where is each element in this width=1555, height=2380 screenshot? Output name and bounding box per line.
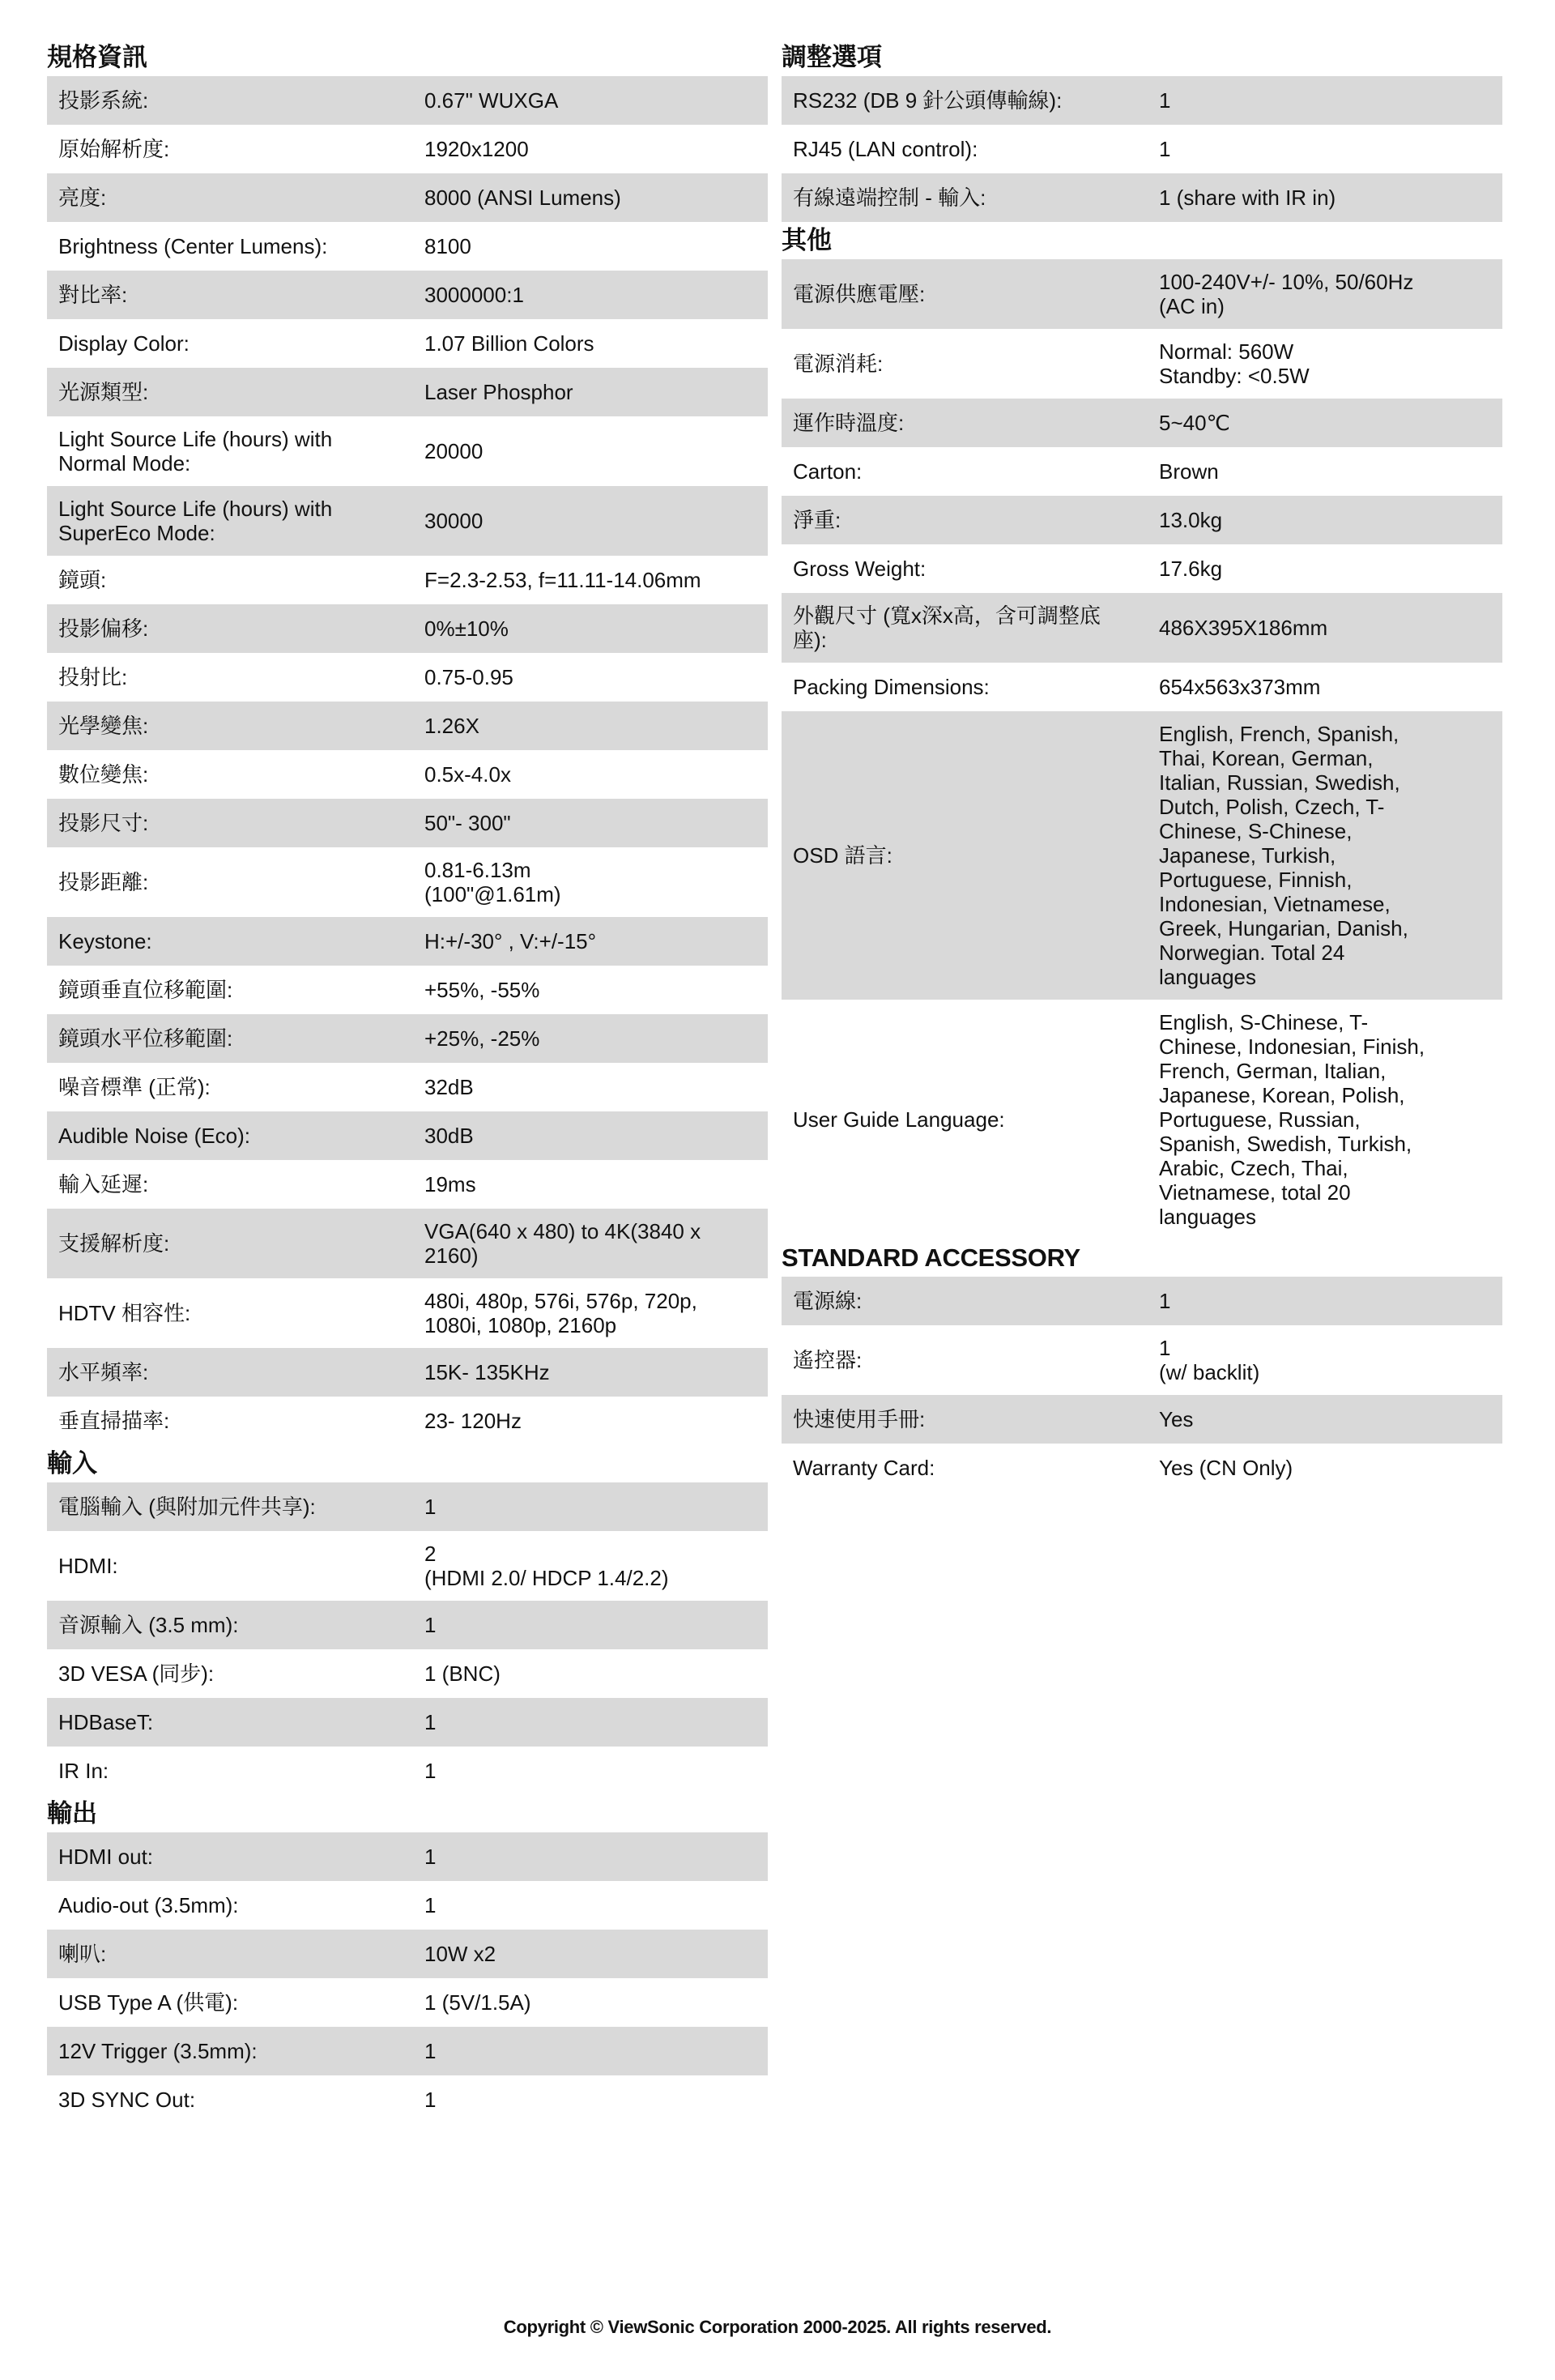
spec-row <box>47 1978 768 2027</box>
spec-row <box>47 556 768 604</box>
spec-value: 50"- 300" <box>424 811 511 835</box>
spec-row <box>782 1444 1502 1492</box>
spec-row <box>47 1209 768 1278</box>
spec-row <box>47 1747 768 1795</box>
spec-value: 1 (BNC) <box>424 1661 501 1686</box>
spec-label: Audio-out (3.5mm): <box>58 1893 239 1917</box>
spec-label: Light Source Life (hours) with Normal Mode: <box>58 427 333 476</box>
spec-value: 1 <box>1159 1289 1171 1313</box>
spec-row <box>782 399 1502 447</box>
spec-label: 快速使用手冊: <box>793 1407 926 1431</box>
spec-value: 100-240V+/- 10%, 50/60Hz (AC in) <box>1159 270 1414 318</box>
spec-value: 0.81-6.13m (100"@1.61m) <box>424 858 561 906</box>
spec-label: Carton: <box>793 459 863 484</box>
spec-value: 32dB <box>424 1075 474 1099</box>
spec-value: 654x563x373mm <box>1159 675 1321 699</box>
spec-row <box>47 173 768 222</box>
spec-row <box>47 1698 768 1747</box>
spec-label: 光源類型: <box>58 380 149 404</box>
spec-value: 0.75-0.95 <box>424 665 513 689</box>
spec-value: 480i, 480p, 576i, 576p, 720p, 1080i, 1080p, 2160p <box>424 1289 697 1337</box>
spec-value: 1 (share with IR in) <box>1159 186 1336 210</box>
spec-row <box>782 496 1502 544</box>
spec-row <box>782 1395 1502 1444</box>
spec-label: Gross Weight: <box>793 557 927 581</box>
spec-row <box>47 368 768 416</box>
spec-label: HDTV 相容性: <box>58 1301 191 1325</box>
spec-label: 電源線: <box>793 1289 863 1313</box>
spec-label: 運作時溫度: <box>793 411 905 435</box>
spec-label: 投射比: <box>58 665 128 689</box>
spec-label: Light Source Life (hours) with SuperEco Mode: <box>58 497 333 545</box>
spec-value: English, French, Spanish, Thai, Korean, German, Italian, Russian, Swedish, Dutch, Polish, Czech, T- Chinese, S-Chinese, Japanese, Turkish, Portuguese, Finnish, Indonesian, Vietnamese, Greek, Hungarian, Danish, Norwegian. Total 24 languages <box>1159 722 1408 989</box>
spec-label: 亮度: <box>58 186 107 210</box>
spec-label: RJ45 (LAN control): <box>793 137 978 161</box>
spec-row <box>47 917 768 966</box>
spec-value: 1.07 Billion Colors <box>424 331 594 356</box>
spec-label: 音源輸入 (3.5 mm): <box>58 1613 239 1637</box>
spec-value: 1 <box>424 2088 437 2112</box>
spec-row <box>782 663 1502 711</box>
spec-value: 3000000:1 <box>424 283 524 307</box>
spec-value: 30dB <box>424 1124 474 1148</box>
spec-label: Keystone: <box>58 929 152 953</box>
spec-row <box>47 1014 768 1063</box>
spec-value: 1 <box>424 1495 437 1519</box>
spec-value: Yes <box>1159 1407 1194 1431</box>
spec-label: 12V Trigger (3.5mm): <box>58 2039 258 2063</box>
spec-value: F=2.3-2.53, f=11.11-14.06mm <box>424 568 701 592</box>
spec-row <box>47 76 768 125</box>
spec-label: 淨重: <box>793 508 841 532</box>
spec-row <box>47 750 768 799</box>
spec-value: 1 <box>1159 137 1171 161</box>
spec-label: 原始解析度: <box>58 137 170 161</box>
spec-row <box>47 1531 768 1601</box>
spec-label: 3D VESA (同步): <box>58 1661 215 1686</box>
spec-value: 13.0kg <box>1159 508 1223 532</box>
spec-row <box>47 1063 768 1111</box>
section-title: 輸入 <box>47 1449 97 1478</box>
spec-row <box>47 222 768 271</box>
spec-label: 3D SYNC Out: <box>58 2088 196 2112</box>
spec-row <box>47 1832 768 1881</box>
spec-label: OSD 語言: <box>793 843 893 868</box>
left-column <box>47 39 768 2124</box>
spec-label: 投影距離: <box>58 870 149 894</box>
spec-label: 喇叭: <box>58 1942 107 1966</box>
spec-row <box>47 653 768 702</box>
spec-label: 遙控器: <box>793 1348 863 1372</box>
spec-value: Normal: 560W Standby: <0.5W <box>1159 339 1310 388</box>
spec-row <box>782 76 1502 125</box>
spec-value: 8000 (ANSI Lumens) <box>424 186 621 210</box>
spec-row <box>47 799 768 847</box>
section-title: STANDARD ACCESSORY <box>782 1243 1080 1272</box>
spec-label: RS232 (DB 9 針公頭傳輸線): <box>793 88 1063 113</box>
spec-value: 23- 120Hz <box>424 1409 522 1433</box>
spec-row <box>47 319 768 368</box>
spec-label: 投影尺寸: <box>58 811 149 835</box>
spec-value: 486X395X186mm <box>1159 616 1328 640</box>
section-title: 調整選項 <box>782 43 882 72</box>
spec-row <box>47 1930 768 1978</box>
spec-value: 0%±10% <box>424 616 509 641</box>
spec-value: H:+/-30° , V:+/-15° <box>424 929 597 953</box>
spec-row <box>47 966 768 1014</box>
spec-label: IR In: <box>58 1759 109 1783</box>
spec-value: 19ms <box>424 1172 476 1196</box>
spec-value: 1 <box>424 1893 437 1917</box>
spec-label: 數位變焦: <box>58 762 149 787</box>
spec-label: 鏡頭水平位移範圍: <box>58 1026 233 1051</box>
spec-label: 水平頻率: <box>58 1360 149 1384</box>
spec-label: 垂直掃描率: <box>58 1409 170 1433</box>
spec-value: 1.26X <box>424 714 479 738</box>
spec-value: 1 (5V/1.5A) <box>424 1990 531 2015</box>
spec-label: 輸入延遲: <box>58 1172 149 1196</box>
spec-value: +25%, -25% <box>424 1026 540 1051</box>
spec-label: 噪音標準 (正常): <box>58 1075 211 1099</box>
spec-row <box>47 416 768 486</box>
spec-value: Laser Phosphor <box>424 380 573 404</box>
spec-row <box>47 1278 768 1348</box>
spec-label: Audible Noise (Eco): <box>58 1124 250 1148</box>
spec-label: 對比率: <box>58 283 128 307</box>
spec-label: HDBaseT: <box>58 1710 154 1734</box>
spec-label: 電腦輸入 (與附加元件共享): <box>58 1495 316 1519</box>
spec-value: 1 <box>424 1613 437 1637</box>
spec-row <box>782 173 1502 222</box>
spec-label: Brightness (Center Lumens): <box>58 234 328 258</box>
spec-label: USB Type A (供電): <box>58 1990 239 2015</box>
spec-label: HDMI: <box>58 1554 118 1578</box>
spec-row <box>47 702 768 750</box>
section-title: 其他 <box>782 226 832 255</box>
spec-value: 1920x1200 <box>424 137 529 161</box>
spec-row <box>47 1601 768 1649</box>
spec-value: 1 (w/ backlit) <box>1159 1336 1260 1384</box>
spec-row <box>47 125 768 173</box>
spec-row <box>782 447 1502 496</box>
spec-label: 鏡頭: <box>58 568 107 592</box>
spec-row <box>782 329 1502 399</box>
spec-label: Warranty Card: <box>793 1456 935 1480</box>
spec-label: 外觀尺寸 (寬x深x高，含可調整底 座): <box>793 604 1101 652</box>
spec-row <box>782 1277 1502 1325</box>
spec-row <box>47 1482 768 1531</box>
spec-row <box>47 1348 768 1397</box>
spec-value: 8100 <box>424 234 471 258</box>
spec-row <box>782 1000 1502 1239</box>
spec-row <box>782 125 1502 173</box>
spec-value: 5~40℃ <box>1159 411 1230 435</box>
spec-label: 投影偏移: <box>58 616 149 641</box>
spec-value: 1 <box>424 1759 437 1783</box>
spec-row <box>47 604 768 653</box>
spec-row <box>47 271 768 319</box>
spec-row <box>47 1881 768 1930</box>
spec-value: 1 <box>424 1845 437 1869</box>
spec-value: 17.6kg <box>1159 557 1223 581</box>
spec-value: VGA(640 x 480) to 4K(3840 x 2160) <box>424 1219 701 1268</box>
spec-value: 15K- 135KHz <box>424 1360 550 1384</box>
spec-label: HDMI out: <box>58 1845 154 1869</box>
spec-value: English, S-Chinese, T- Chinese, Indonesian, Finish, French, German, Italian, Japanese, Korean, Polish, Portuguese, Russian, Spanish, Swedish, Turkish, Arabic, Czech, Thai, Vietnamese, total 20 languages <box>1159 1010 1425 1229</box>
spec-value: 1 <box>1159 88 1171 113</box>
spec-label: User Guide Language: <box>793 1107 1005 1132</box>
spec-value: Yes (CN Only) <box>1159 1456 1293 1480</box>
spec-row <box>47 486 768 556</box>
spec-label: 電源消耗: <box>793 352 884 376</box>
spec-row <box>47 1111 768 1160</box>
spec-label: Display Color: <box>58 331 190 356</box>
spec-row <box>47 1649 768 1698</box>
right-column <box>782 39 1502 1492</box>
spec-value: 0.67" WUXGA <box>424 88 559 113</box>
spec-row <box>782 544 1502 593</box>
copyright-footer: Copyright © ViewSonic Corporation 2000-2025. All rights reserved. <box>503 2317 1052 2337</box>
spec-label: 鏡頭垂直位移範圍: <box>58 978 233 1002</box>
spec-value: 0.5x-4.0x <box>424 762 511 787</box>
section-title: 輸出 <box>47 1799 97 1828</box>
spec-label: Packing Dimensions: <box>793 675 990 699</box>
section-title: 規格資訊 <box>47 43 147 72</box>
spec-label: 投影系統: <box>58 88 149 113</box>
spec-row <box>782 711 1502 1000</box>
spec-row <box>782 259 1502 329</box>
spec-row <box>47 1160 768 1209</box>
spec-value: 30000 <box>424 509 484 533</box>
spec-label: 支援解析度: <box>58 1231 170 1256</box>
spec-value: 10W x2 <box>424 1942 496 1966</box>
spec-value: 1 <box>424 1710 437 1734</box>
spec-label: 光學變焦: <box>58 714 149 738</box>
spec-label: 有線遠端控制 - 輸入: <box>793 186 986 210</box>
spec-row <box>47 2075 768 2124</box>
spec-value: Brown <box>1159 459 1219 484</box>
spec-row <box>47 2027 768 2075</box>
spec-value: +55%, -55% <box>424 978 540 1002</box>
spec-value: 1 <box>424 2039 437 2063</box>
spec-row <box>47 1397 768 1445</box>
spec-row <box>47 847 768 917</box>
spec-row <box>782 593 1502 663</box>
spec-row <box>782 1325 1502 1395</box>
spec-value: 20000 <box>424 439 484 463</box>
spec-value: 2 (HDMI 2.0/ HDCP 1.4/2.2) <box>424 1542 669 1590</box>
spec-label: 電源供應電壓: <box>793 282 926 306</box>
